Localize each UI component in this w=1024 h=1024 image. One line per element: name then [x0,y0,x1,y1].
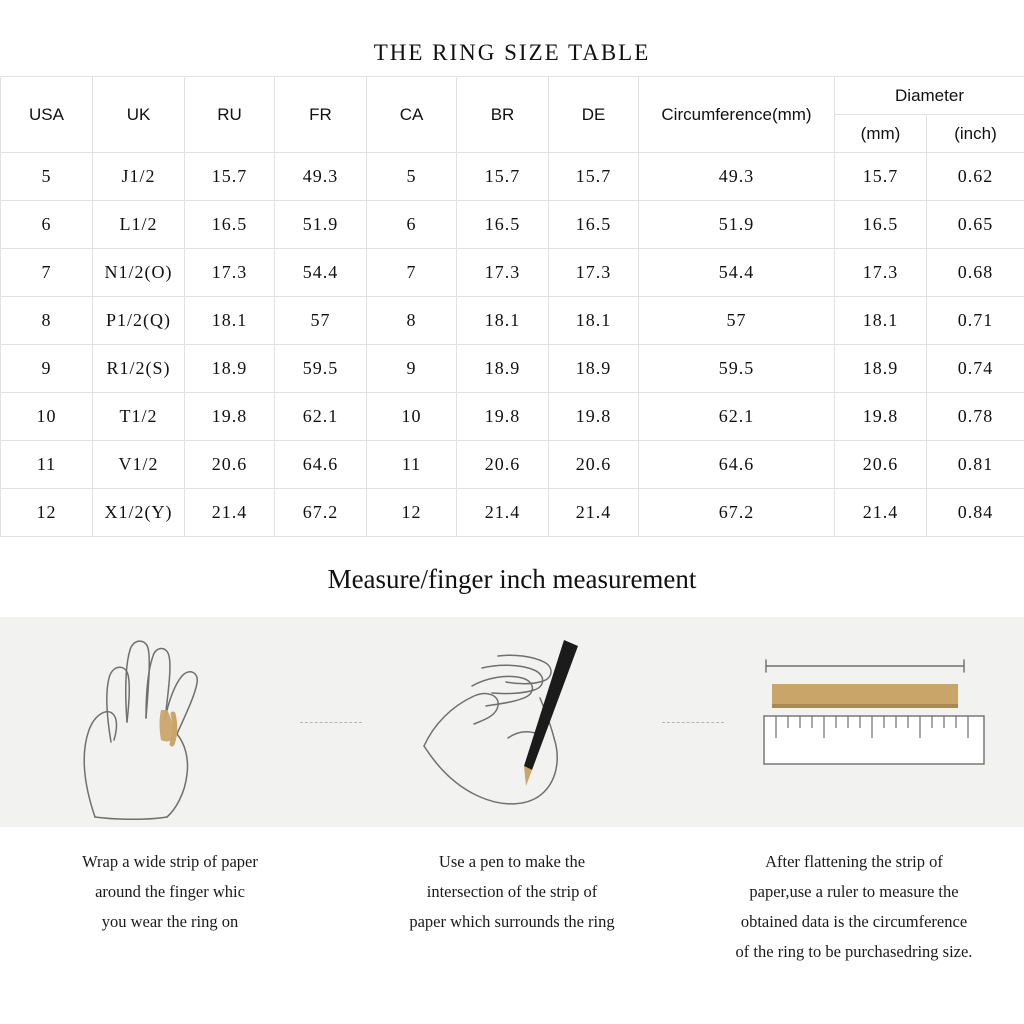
cell-circumference: 64.6 [639,441,835,489]
cell-usa: 5 [1,153,93,201]
cell-br: 17.3 [457,249,549,297]
cell-uk: V1/2 [93,441,185,489]
cell-fr: 59.5 [275,345,367,393]
cell-ru: 18.1 [185,297,275,345]
illustration-step-1 [0,617,300,827]
cell-ca: 10 [367,393,457,441]
caption-line: of the ring to be purchasedring size. [735,942,973,961]
cell-de: 19.8 [549,393,639,441]
table-row [1,201,1024,249]
measure-arrow [766,660,964,672]
cell-circumference: 59.5 [639,345,835,393]
page-title: THE RING SIZE TABLE [373,40,651,65]
cell-ca: 7 [367,249,457,297]
col-header-ru: RU [185,77,275,153]
ruler-shape [764,716,984,764]
cell-de: 18.1 [549,297,639,345]
caption-line: Use a pen to make the [438,852,586,871]
table-row [1,345,1024,393]
col-subheader-diameter-mm: (mm) [835,115,927,153]
table-body [1,153,1024,537]
table-row [1,297,1024,345]
cell-diameter-mm: 21.4 [835,489,927,537]
cell-usa: 7 [1,249,93,297]
caption-line: After flattening the strip of [765,852,943,871]
cell-circumference: 49.3 [639,153,835,201]
cell-uk: R1/2(S) [93,345,185,393]
caption-step-1 [0,847,340,967]
measure-section-title: Measure/finger inch measurement [327,564,697,594]
caption-line: paper which surrounds the ring [409,912,615,931]
cell-ru: 20.6 [185,441,275,489]
cell-fr: 57 [275,297,367,345]
cell-ru: 19.8 [185,393,275,441]
cell-usa: 8 [1,297,93,345]
cell-diameter-mm: 20.6 [835,441,927,489]
cell-circumference: 51.9 [639,201,835,249]
cell-br: 16.5 [457,201,549,249]
cell-circumference: 62.1 [639,393,835,441]
col-header-diameter: Diameter [835,77,1024,115]
table-row [1,441,1024,489]
cell-usa: 6 [1,201,93,249]
cell-fr: 64.6 [275,441,367,489]
cell-diameter-mm: 16.5 [835,201,927,249]
table-row [1,393,1024,441]
cell-diameter-mm: 18.1 [835,297,927,345]
pen-shape [524,640,578,786]
cell-diameter-inch: 0.74 [927,345,1024,393]
paper-strip-shape [772,684,958,704]
cell-de: 16.5 [549,201,639,249]
cell-uk: L1/2 [93,201,185,249]
header-row [1,77,1024,115]
caption-line: intersection of the strip of [426,882,598,901]
cell-circumference: 57 [639,297,835,345]
col-header-de: DE [549,77,639,153]
step-connector-dots-1 [300,722,362,723]
cell-uk: N1/2(O) [93,249,185,297]
cell-usa: 9 [1,345,93,393]
cell-diameter-inch: 0.68 [927,249,1024,297]
cell-br: 19.8 [457,393,549,441]
cell-ca: 8 [367,297,457,345]
cell-diameter-inch: 0.81 [927,441,1024,489]
cell-diameter-inch: 0.84 [927,489,1024,537]
caption-line: around the finger whic [95,882,245,901]
cell-circumference: 54.4 [639,249,835,297]
cell-ca: 6 [367,201,457,249]
table-row [1,489,1024,537]
cell-ru: 15.7 [185,153,275,201]
col-header-uk: UK [93,77,185,153]
cell-ru: 16.5 [185,201,275,249]
col-header-ca: CA [367,77,457,153]
cell-fr: 67.2 [275,489,367,537]
cell-diameter-inch: 0.78 [927,393,1024,441]
cell-de: 18.9 [549,345,639,393]
cell-fr: 49.3 [275,153,367,201]
caption-step-2 [342,847,682,967]
table-header [1,77,1024,153]
table-row [1,153,1024,201]
ruler-measuring-strip-icon [754,652,994,792]
cell-de: 21.4 [549,489,639,537]
cell-diameter-mm: 18.9 [835,345,927,393]
cell-uk: X1/2(Y) [93,489,185,537]
caption-line: you wear the ring on [101,912,239,931]
col-header-br: BR [457,77,549,153]
cell-uk: P1/2(Q) [93,297,185,345]
cell-ca: 12 [367,489,457,537]
cell-diameter-mm: 15.7 [835,153,927,201]
cell-usa: 10 [1,393,93,441]
cell-fr: 51.9 [275,201,367,249]
caption-line: obtained data is the circumference [740,912,968,931]
cell-ru: 18.9 [185,345,275,393]
cell-ca: 9 [367,345,457,393]
caption-step-3 [684,847,1024,967]
col-header-fr: FR [275,77,367,153]
cell-uk: T1/2 [93,393,185,441]
cell-br: 21.4 [457,489,549,537]
table-row [1,249,1024,297]
caption-line: Wrap a wide strip of paper [82,852,258,871]
step-captions [0,827,1024,967]
illustration-step-3 [724,617,1024,827]
cell-uk: J1/2 [93,153,185,201]
cell-usa: 12 [1,489,93,537]
ring-size-table [0,76,1024,537]
cell-de: 20.6 [549,441,639,489]
cell-fr: 62.1 [275,393,367,441]
cell-diameter-inch: 0.62 [927,153,1024,201]
illustration-band [0,617,1024,827]
hand-with-pen-icon [412,620,612,825]
cell-ca: 5 [367,153,457,201]
cell-diameter-mm: 19.8 [835,393,927,441]
cell-de: 15.7 [549,153,639,201]
cell-br: 15.7 [457,153,549,201]
step-connector-dots-2 [662,722,724,723]
cell-ca: 11 [367,441,457,489]
cell-ru: 17.3 [185,249,275,297]
cell-fr: 54.4 [275,249,367,297]
col-subheader-diameter-inch: (inch) [927,115,1024,153]
cell-ru: 21.4 [185,489,275,537]
cell-br: 20.6 [457,441,549,489]
illustration-step-2 [362,617,662,827]
caption-line: paper,use a ruler to measure the [749,882,959,901]
cell-usa: 11 [1,441,93,489]
col-header-usa: USA [1,77,93,153]
cell-br: 18.9 [457,345,549,393]
col-header-circumference: Circumference(mm) [639,77,835,153]
cell-diameter-inch: 0.65 [927,201,1024,249]
cell-diameter-mm: 17.3 [835,249,927,297]
cell-circumference: 67.2 [639,489,835,537]
cell-br: 18.1 [457,297,549,345]
hand-with-paper-strip-icon [55,622,245,822]
cell-diameter-inch: 0.71 [927,297,1024,345]
cell-de: 17.3 [549,249,639,297]
